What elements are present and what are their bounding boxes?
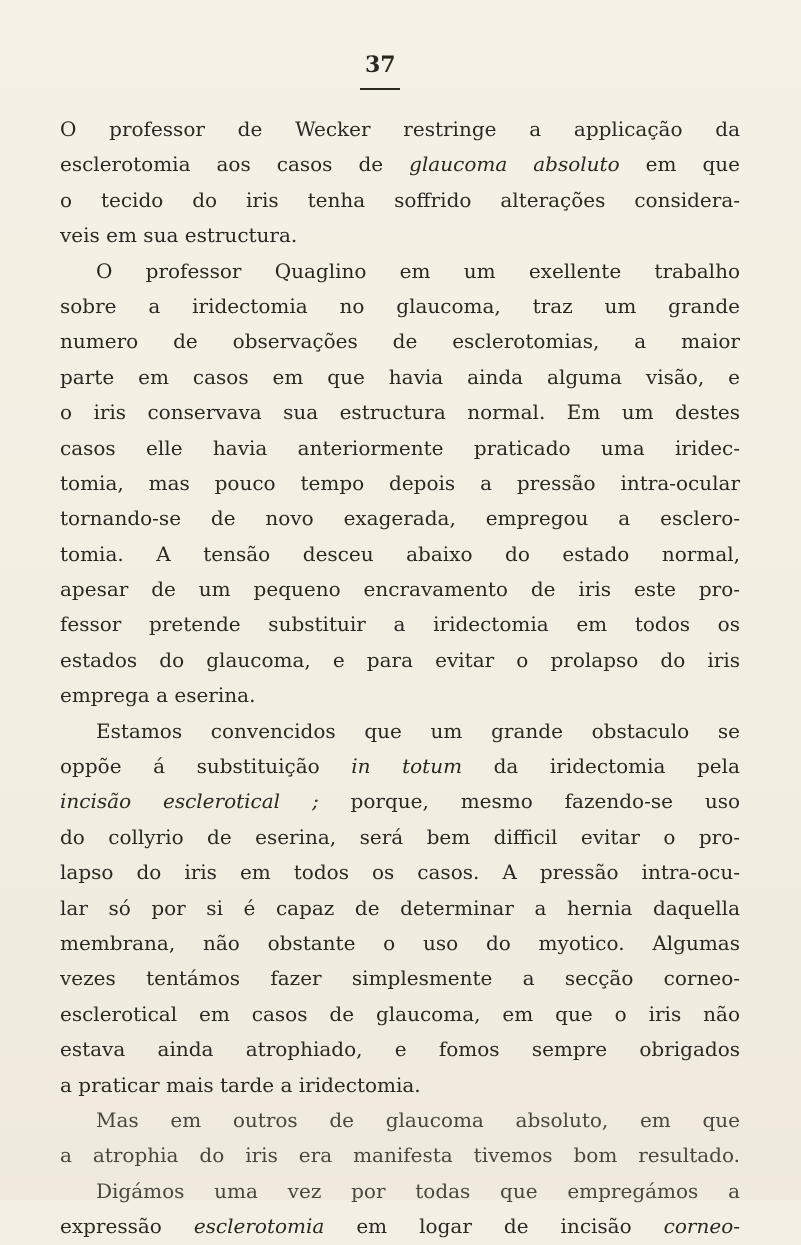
text-line xyxy=(60,997,740,1032)
text-segment: tomia. A tensão desceu abaixo do estado normal, xyxy=(60,541,740,566)
text-segment: O professor de Wecker restringe a applicação da xyxy=(60,117,740,141)
italic-text: incisão esclerotical ; xyxy=(60,789,319,814)
text-segment: apesar de um pequeno encravamento de iris este pro- xyxy=(60,577,740,602)
text-segment: parte em casos em que havia ainda alguma visão, e xyxy=(60,364,740,389)
text-line xyxy=(60,784,740,819)
text-line xyxy=(60,360,740,395)
text-segment: oppõe á substituição xyxy=(60,754,352,779)
text-segment: sobre a iridectomia no glaucoma, traz um grande xyxy=(60,293,740,318)
text-line xyxy=(60,820,740,855)
text-line xyxy=(60,1068,740,1103)
text-segment: fessor pretende substituir a iridectomia em todos os xyxy=(60,612,740,637)
text-segment: da iridectomia pela xyxy=(462,754,740,779)
text-line xyxy=(60,678,740,713)
text-line xyxy=(60,1103,740,1138)
text-segment: membrana, não obstante o uso do myotico. Algumas xyxy=(60,930,740,955)
text-line xyxy=(60,891,740,926)
page-number-rule xyxy=(360,88,400,90)
text-segment: casos elle havia anteriormente praticado uma iridec- xyxy=(60,435,740,460)
text-segment: esclerotomia aos casos de xyxy=(60,152,410,177)
text-line xyxy=(60,395,740,430)
text-line xyxy=(60,183,740,218)
text-segment: a praticar mais tarde a iridectomia. xyxy=(60,1072,421,1097)
italic-text: glaucoma absoluto xyxy=(409,152,620,177)
text-segment: tomia, mas pouco tempo depois a pressão intra-ocular xyxy=(60,470,740,495)
text-line xyxy=(60,1174,740,1209)
text-line xyxy=(60,572,740,607)
text-segment: o tecido do iris tenha soffrido alterações considera- xyxy=(60,187,740,212)
text-line xyxy=(60,1209,740,1244)
italic-text: in totum xyxy=(351,754,463,779)
text-line xyxy=(60,218,740,253)
text-line xyxy=(60,926,740,961)
text-line xyxy=(60,855,740,890)
text-line xyxy=(60,112,740,147)
text-segment: a atrophia do iris era manifesta tivemos bom resultado. xyxy=(60,1143,740,1168)
text-line xyxy=(60,147,740,182)
text-segment: o iris conservava sua estructura normal. Em um destes xyxy=(60,400,740,425)
text-segment: lar só por si é capaz de determinar a hernia daquella xyxy=(60,895,740,920)
text-line xyxy=(60,324,740,359)
text-segment: estava ainda atrophiado, e fomos sempre obrigados xyxy=(60,1037,740,1062)
text-segment: estados do glaucoma, e para evitar o prolapso do iris xyxy=(60,647,740,672)
text-line xyxy=(60,289,740,324)
text-segment: do collyrio de eserina, será bem difficil evitar o pro- xyxy=(60,824,740,849)
text-segment: emprega a eserina. xyxy=(60,683,256,708)
italic-text: corneo- xyxy=(663,1214,740,1239)
text-segment: Mas em outros de glaucoma absoluto, em que xyxy=(96,1107,740,1132)
text-segment: vezes tentámos fazer simplesmente a secção corneo- xyxy=(60,966,740,991)
text-segment: expressão xyxy=(60,1214,194,1239)
text-line xyxy=(60,1032,740,1067)
text-line xyxy=(60,431,740,466)
text-segment: numero de observações de esclerotomias, a maior xyxy=(60,329,740,354)
text-segment: lapso do iris em todos os casos. A pressão intra-ocu- xyxy=(60,860,740,885)
text-segment: em logar de incisão xyxy=(324,1214,664,1239)
text-line xyxy=(60,607,740,642)
text-line xyxy=(60,501,740,536)
text-line xyxy=(60,537,740,572)
text-line xyxy=(60,466,740,501)
text-segment: porque, mesmo fazendo-se uso xyxy=(318,789,740,814)
text-segment: esclerotical em casos de glaucoma, em que o iris não xyxy=(60,1001,740,1026)
text-line xyxy=(60,254,740,289)
text-line xyxy=(60,749,740,784)
text-segment: O professor Quaglino em um exellente trabalho xyxy=(96,258,740,283)
text-segment: tornando-se de novo exagerada, empregou a esclero- xyxy=(60,506,740,531)
text-segment: veis em sua estructura. xyxy=(60,223,298,248)
text-segment: Estamos convencidos que um grande obstaculo se xyxy=(96,718,740,743)
text-segment: em que xyxy=(619,152,740,177)
text-line xyxy=(60,714,740,749)
text-line xyxy=(60,1138,740,1173)
italic-text: esclerotomia xyxy=(193,1214,325,1239)
body-text xyxy=(60,112,740,1245)
text-line xyxy=(60,643,740,678)
text-line xyxy=(60,961,740,996)
text-segment: Digámos uma vez por todas que empregámos a xyxy=(96,1178,740,1203)
page-number: 37 xyxy=(365,52,396,78)
